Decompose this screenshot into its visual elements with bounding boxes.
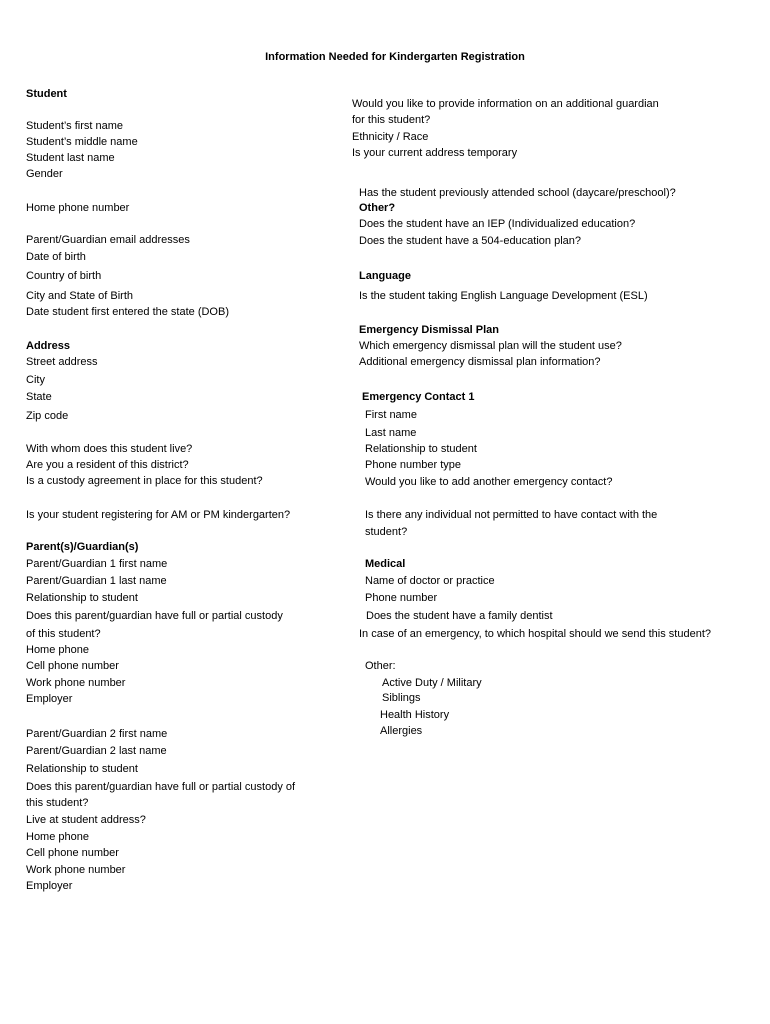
city-state-birth-label: City and State of Birth bbox=[26, 290, 133, 302]
other-item-siblings: Siblings bbox=[382, 692, 421, 704]
guardian2-last-name-label: Parent/Guardian 2 last name bbox=[26, 745, 167, 757]
gender-label: Gender bbox=[26, 168, 63, 180]
address-heading: Address bbox=[26, 340, 71, 352]
guardian2-first-name-label: Parent/Guardian 2 first name bbox=[26, 728, 168, 740]
ethnicity-race-label: Ethnicity / Race bbox=[352, 131, 429, 143]
guardian1-relationship-label: Relationship to student bbox=[26, 592, 138, 604]
add-contact-question: Would you like to add another emergency contact? bbox=[365, 476, 613, 488]
date-entered-state-label: Date student first entered the state (DOB) bbox=[26, 306, 229, 318]
family-dentist-question: Does the student have a family dentist bbox=[366, 610, 553, 622]
document-title: Information Needed for Kindergarten Registration bbox=[265, 51, 525, 63]
guardian1-employer-label: Employer bbox=[26, 693, 73, 705]
doctor-name-label: Name of doctor or practice bbox=[365, 575, 495, 587]
guardian1-work-phone-label: Work phone number bbox=[26, 677, 126, 689]
am-pm-question: Is your student registering for AM or PM kindergarten? bbox=[26, 509, 291, 521]
previous-school-question: Has the student previously attended school (daycare/preschool)? bbox=[359, 187, 676, 199]
dismissal-heading: Emergency Dismissal Plan bbox=[359, 324, 500, 336]
city-label: City bbox=[26, 374, 45, 386]
dismissal-plan-question: Which emergency dismissal plan will the student use? bbox=[359, 340, 622, 352]
not-permitted-question: Is there any individual not permitted to have contact with the bbox=[365, 509, 658, 521]
additional-guardian-question-cont: for this student? bbox=[352, 114, 431, 126]
iep-question: Does the student have an IEP (Individualized education? bbox=[359, 218, 636, 230]
other-item-allergies: Allergies bbox=[380, 725, 423, 737]
contact-first-name-label: First name bbox=[365, 409, 417, 421]
temporary-address-question: Is your current address temporary bbox=[352, 147, 518, 159]
student-last-name-label: Student last name bbox=[26, 152, 115, 164]
other-item-health-history: Health History bbox=[380, 709, 450, 721]
country-of-birth-label: Country of birth bbox=[26, 270, 102, 282]
other-item-military: Active Duty / Military bbox=[382, 677, 482, 689]
guardian1-home-phone-label: Home phone bbox=[26, 644, 89, 656]
guardian-email-label: Parent/Guardian email addresses bbox=[26, 234, 190, 246]
guardian2-home-phone-label: Home phone bbox=[26, 831, 89, 843]
guardian2-cell-phone-label: Cell phone number bbox=[26, 847, 119, 859]
guardian2-custody-question-cont: this student? bbox=[26, 797, 89, 809]
dismissal-info-question: Additional emergency dismissal plan information? bbox=[359, 356, 601, 368]
home-phone-label: Home phone number bbox=[26, 202, 130, 214]
guardian1-custody-question-cont: of this student? bbox=[26, 628, 101, 640]
contact-relationship-label: Relationship to student bbox=[365, 443, 477, 455]
contact-last-name-label: Last name bbox=[365, 427, 417, 439]
guardian2-live-at-address-label: Live at student address? bbox=[26, 814, 146, 826]
state-label: State bbox=[26, 391, 52, 403]
doctor-phone-label: Phone number bbox=[365, 592, 438, 604]
hospital-question: In case of an emergency, to which hospital should we send this student? bbox=[359, 628, 712, 640]
resident-question: Are you a resident of this district? bbox=[26, 459, 189, 471]
student-heading: Student bbox=[26, 88, 67, 100]
date-of-birth-label: Date of birth bbox=[26, 251, 86, 263]
student-middle-name-label: Student’s middle name bbox=[26, 136, 138, 148]
other-label: Other: bbox=[365, 660, 396, 672]
not-permitted-question-cont: student? bbox=[365, 526, 408, 538]
additional-guardian-question: Would you like to provide information on an additional guardian bbox=[352, 98, 659, 110]
custody-agreement-question: Is a custody agreement in place for this student? bbox=[26, 475, 263, 487]
emergency-contact-heading: Emergency Contact 1 bbox=[362, 391, 475, 403]
student-first-name-label: Student’s first name bbox=[26, 120, 124, 132]
other-heading: Other? bbox=[359, 202, 396, 214]
guardian1-last-name-label: Parent/Guardian 1 last name bbox=[26, 575, 167, 587]
medical-heading: Medical bbox=[365, 558, 406, 570]
guardian1-first-name-label: Parent/Guardian 1 first name bbox=[26, 558, 168, 570]
504-plan-question: Does the student have a 504-education plan? bbox=[359, 235, 581, 247]
guardian2-work-phone-label: Work phone number bbox=[26, 864, 126, 876]
guardian2-relationship-label: Relationship to student bbox=[26, 763, 138, 775]
zip-code-label: Zip code bbox=[26, 410, 69, 422]
guardian2-employer-label: Employer bbox=[26, 880, 73, 892]
guardian1-custody-question: Does this parent/guardian have full or partial custody bbox=[26, 610, 283, 622]
guardian2-custody-question: Does this parent/guardian have full or partial custody of bbox=[26, 781, 296, 793]
contact-phone-type-label: Phone number type bbox=[365, 459, 462, 471]
esl-question: Is the student taking English Language Development (ESL) bbox=[359, 290, 648, 302]
guardians-heading: Parent(s)/Guardian(s) bbox=[26, 541, 139, 553]
lives-with-question: With whom does this student live? bbox=[26, 443, 193, 455]
guardian1-cell-phone-label: Cell phone number bbox=[26, 660, 119, 672]
language-heading: Language bbox=[359, 270, 411, 282]
street-address-label: Street address bbox=[26, 356, 98, 368]
